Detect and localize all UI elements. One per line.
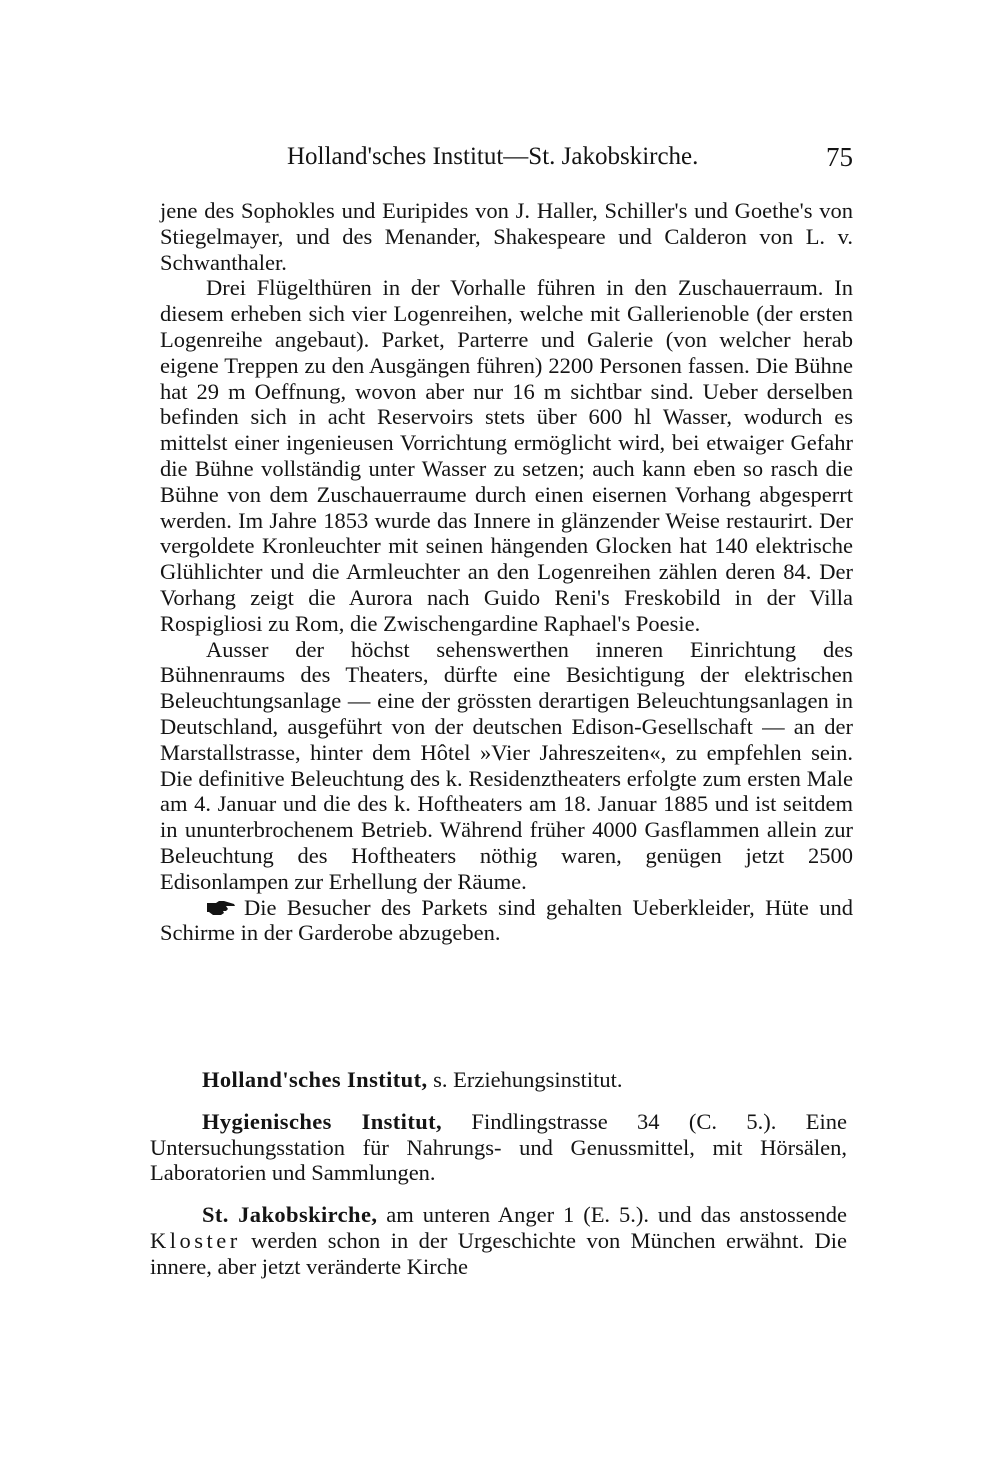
entry-jakobskirche-text-a: am unteren Anger 1 (E. 5.). und das anstossende bbox=[377, 1202, 847, 1228]
body-text bbox=[160, 198, 853, 946]
entry-holland-text: s. Erziehungsinstitut. bbox=[427, 1067, 623, 1092]
headword-hygiene: Hygienisches Institut, bbox=[202, 1108, 443, 1134]
entry-hygiene bbox=[150, 1109, 847, 1186]
headword-jakobskirche: St. Jakobskirche, bbox=[202, 1202, 378, 1228]
paragraph-cloakroom-note bbox=[160, 895, 853, 947]
entry-jakobskirche-text-b: werden schon in der Urgeschichte von München erwähnt. Die innere, aber jetzt veränderte Kirche bbox=[150, 1227, 847, 1279]
running-header bbox=[160, 142, 853, 178]
running-title: Holland'sches Institut—St. Jakobskirche. bbox=[287, 143, 699, 170]
paragraph-electric-lighting: Ausser der höchst sehenswerthen inneren Einrichtung des Bühnenraums des Theaters, dürfte eine Besichtigung der elektrischen Beleuchtungsanlage — eine der grössten derartigen Beleuchtungsanlagen in Deutschland, ausgeführt von der deutschen Edison-Gesellschaft — an der Marstallstrasse, hinter dem Hôtel »Vier Jahreszeiten«, zu empfehlen sein. Die definitive Beleuchtung des k. Residenztheaters erfolgte zum ersten Male am 4. Januar und die des k. Hoftheaters am 18. Januar 1885 und ist seitdem in ununterbrochenem Betrieb. Während früher 4000 Gasflammen allein zur Beleuchtung des Hoftheaters nöthig waren, genügen jetzt 2500 Edisonlampen zur Erhellung der Räume. bbox=[160, 636, 853, 894]
headword-holland: Holland'sches Institut, bbox=[202, 1067, 428, 1092]
paragraph-continuation: jene des Sophokles und Euripides von J. Haller, Schiller's und Goethe's von Stiegelmayer, und des Menander, Shakespeare und Calderon von L. v. Schwanthaler. bbox=[160, 198, 853, 275]
entry-hygiene-text: Findlingstrasse 34 (C. 5.). Eine Untersuchungsstation für Nahrungs- und Genussmittel, mit Hörsälen, Laboratorien und Sammlungen. bbox=[150, 1108, 847, 1186]
index-entries bbox=[150, 1067, 847, 1280]
page-number: 75 bbox=[826, 142, 853, 172]
paragraph-theatre-interior: Drei Flügelthüren in der Vorhalle führen in den Zuschauerraum. In diesem erheben sich vier Logenreihen, welche mit Gallerienoble (der ersten Logenreihe angebaut). Parket, Parterre und Galerie (von welcher herab eigene Treppen zu den Ausgängen führen) 2200 Personen fassen. Die Bühne hat 29 m Oeffnung, wovon aber nur 16 m sichtbar sind. Ueber derselben befinden sich in acht Reservoirs stets über 600 hl Wasser, wodurch es mittelst einer ingenieusen Vorrichtung ermöglicht wird, bei etwaiger Gefahr die Bühne vollständig unter Wasser zu setzen; auch kann eben so rasch die Bühne von dem Zuschauerraume durch einen eisernen Vorhang abgesperrt werden. Im Jahre 1853 wurde das Innere in glänzender Weise restaurirt. Der vergoldete Kronleuchter mit seinen hängenden Glocken hat 140 elektrische Glühlichter und die Armleuchter an den Logenreihen zählen deren 84. Der Vorhang zeigt die Aurora nach Guido Reni's Freskobild in der Villa Rospigliosi zu Rom, die Zwischengardine Raphael's Poesie. bbox=[160, 275, 853, 636]
entry-jakobskirche bbox=[150, 1202, 847, 1279]
entry-jakobskirche-kloster: Kloster bbox=[150, 1227, 241, 1253]
cloakroom-note-text: Die Besucher des Parkets sind gehalten Ueberkleider, Hüte und Schirme in der Garderobe abzugeben. bbox=[160, 894, 853, 946]
entry-holland bbox=[150, 1067, 847, 1093]
pointing-hand-icon bbox=[206, 900, 236, 916]
